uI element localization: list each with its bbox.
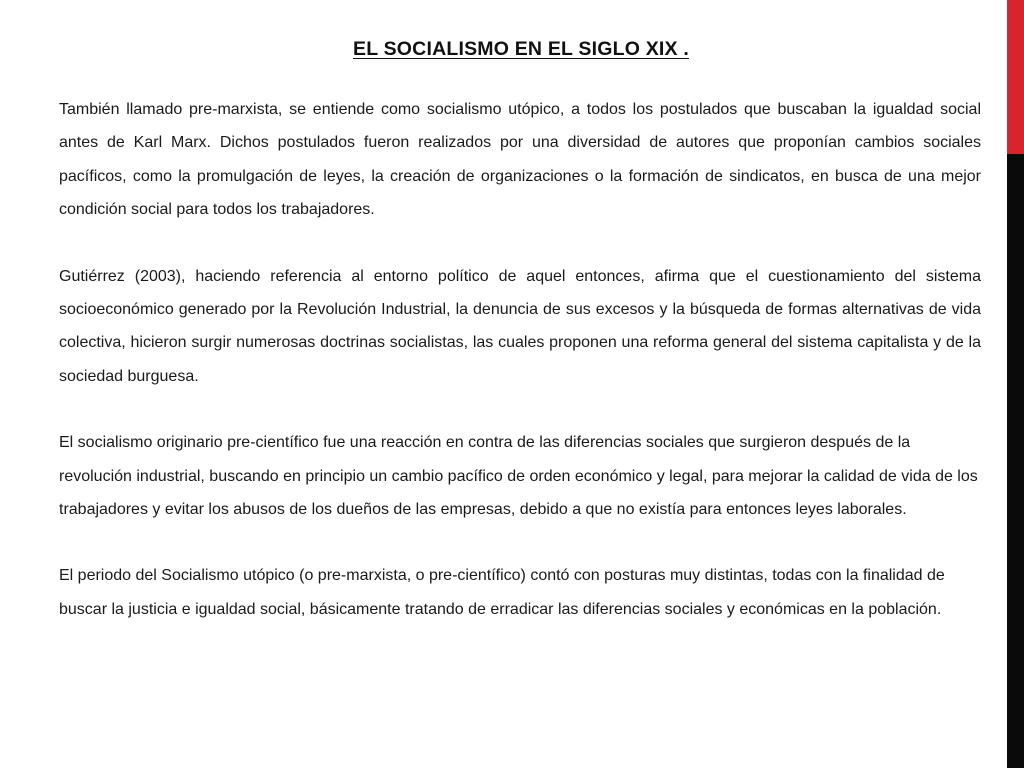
decorative-side-bar <box>1007 0 1024 768</box>
paragraph-spacer <box>59 526 981 559</box>
paragraph-spacer <box>59 227 981 260</box>
slide-body <box>59 93 981 626</box>
paragraph-utopian-definition: También llamado pre-marxista, se entiende como socialismo utópico, a todos los postulados que buscaban la igualdad social antes de Karl Marx. Dichos postulados fueron realizados por una diversidad de autores que proponían cambios sociales pacíficos, como la promulgación de leyes, la creación de organizaciones o la formación de sindicatos, en busca de una mejor condición social para todos los trabajadores. <box>59 101 981 219</box>
paragraph-gutierrez-citation: Gutiérrez (2003), haciendo referencia al entorno político de aquel entonces, afirma que el cuestionamiento del sistema socioeconómico generado por la Revolución Industrial, la denuncia de sus excesos y la búsqueda de formas alternativas de vida colectiva, hicieron surgir numerosas doctrinas socialistas, las cuales proponen una reforma general del sistema capitalista y de la sociedad burguesa. <box>59 267 981 385</box>
slide-title: EL SOCIALISMO EN EL SIGLO XIX . <box>353 38 689 60</box>
accent-stripe <box>1007 0 1024 154</box>
paragraph-utopian-period: El periodo del Socialismo utópico (o pre-marxista, o pre-científico) contó con posturas muy distintas, todas con la finalidad de buscar la justicia e igualdad social, básicamente tratando de erradicar las diferencias sociales y económicas en la población. <box>59 567 945 618</box>
paragraph-original-socialism: El socialismo originario pre-científico fue una reacción en contra de las diferencias sociales que surgieron después de la revolución industrial, buscando en principio un cambio pacífico de orden económico y legal, para mejorar la calidad de vida de los trabajadores y evitar los abusos de los dueños de las empresas, debido a que no existía para entonces leyes laborales. <box>59 434 978 519</box>
paragraph-spacer <box>59 393 981 426</box>
